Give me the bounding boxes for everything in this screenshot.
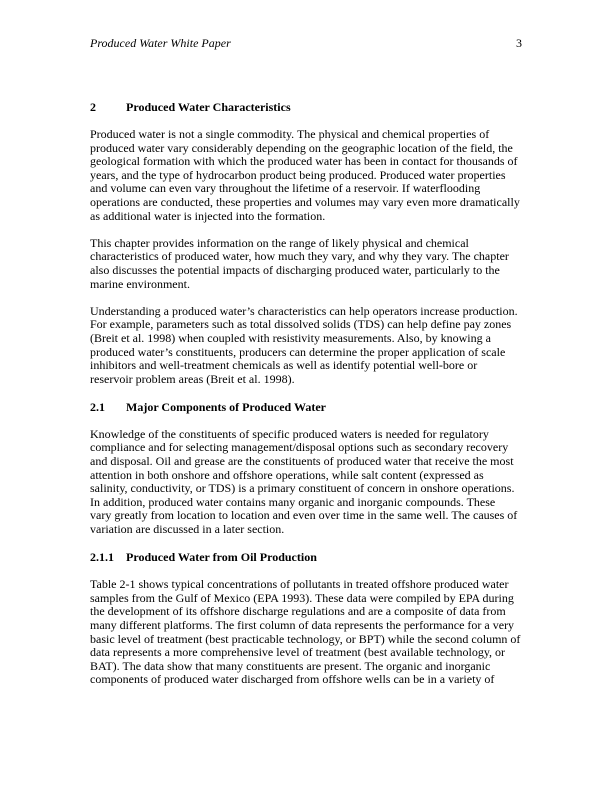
section-number: 2.1 (90, 399, 105, 414)
text-line: operations are conducted, these properties and volumes may vary even more dramatically (90, 194, 520, 209)
text-line: vary greatly from location to location and even over time in the same well. The causes of (90, 508, 518, 523)
text-line: as additional water is injected into the formation. (90, 208, 326, 223)
text-line: geological formation with which the produced water has been in contact for thousands of (90, 154, 518, 169)
text-line: For example, parameters such as total dissolved solids (TDS) can help define pay zones (90, 317, 512, 332)
paragraph (90, 128, 522, 223)
subsubsection-heading (90, 550, 522, 564)
text-line: also discusses the potential impacts of discharging produced water, particularly to the (90, 262, 500, 277)
paragraph (90, 237, 522, 291)
paragraph (90, 305, 522, 387)
section-number: 2 (90, 100, 96, 114)
text-line: produced water’s constituents, producers can determine the proper application of scale (90, 344, 506, 359)
text-line: Produced water is not a single commodity. The physical and chemical properties of (90, 127, 490, 141)
text-line: components of produced water discharged from offshore wells can be in a variety of (90, 672, 495, 687)
text-line: This chapter provides information on the range of likely physical and chemical (90, 235, 469, 250)
text-line: characteristics of produced water, how much they vary, and why they vary. The chapter (90, 249, 509, 264)
text-line: Understanding a produced water’s characteristics can help operators increase production. (90, 303, 518, 318)
text-line: the development of its offshore discharge regulations and are a composite of data from (90, 604, 506, 619)
document-title: Produced Water White Paper (90, 36, 231, 50)
text-line: attention in both onshore and offshore operations, while salt content (expressed as (90, 467, 484, 482)
text-line: Knowledge of the constituents of specific produced waters is needed for regulatory (90, 426, 489, 441)
text-line: Table 2-1 shows typical concentrations of pollutants in treated offshore produced water (90, 577, 509, 592)
text-line: inhibitors and well-treatment chemicals as well as identify potential well-bore or (90, 358, 478, 373)
page-body (90, 100, 522, 701)
section-title: Produced Water from Oil Production (126, 550, 317, 565)
text-line: basic level of treatment (best practicable technology, or BPT) while the second column of (90, 631, 521, 646)
text-line: many different platforms. The first column of data represents the performance for a very (90, 618, 515, 632)
text-line: reservoir problem areas (Breit et al. 1998). (90, 371, 295, 386)
text-line: In addition, produced water contains many organic and inorganic compounds. These (90, 494, 496, 509)
section-title: Major Components of Produced Water (126, 399, 326, 414)
subsection-heading (90, 400, 522, 414)
text-line: compliance and for selecting management/disposal options such as secondary recovery (90, 440, 509, 455)
text-line: marine environment. (90, 276, 190, 291)
text-line: and disposal. Oil and grease are the constituents of produced water that receive the most (90, 454, 514, 469)
paragraph (90, 428, 522, 537)
text-line: years, and the type of hydrocarbon product being produced. Produced water properties (90, 167, 506, 182)
text-line: produced water vary considerably depending on the geographic location of the field, the (90, 140, 513, 155)
text-line: BAT). The data show that many constituents are present. The organic and inorganic (90, 658, 491, 673)
text-line: and volume can even vary throughout the lifetime of a reservoir. If waterflooding (90, 181, 481, 196)
section-title: Produced Water Characteristics (126, 100, 291, 114)
paragraph (90, 578, 522, 687)
section-heading (90, 100, 522, 114)
text-line: (Breit et al. 1998) when coupled with resistivity measurements. Also, by knowing a (90, 330, 491, 345)
page-number: 3 (516, 36, 522, 50)
text-line: salinity, conductivity, or TDS) is a primary constituent of concern in onshore operations. (90, 481, 515, 496)
text-line: data represents a more comprehensive level of treatment (best available technology, or (90, 645, 506, 660)
section-number: 2.1.1 (90, 550, 114, 565)
running-header (90, 36, 522, 50)
text-line: samples from the Gulf of Mexico (EPA 1993). These data were compiled by EPA during (90, 590, 514, 605)
text-line: variation are discussed in a later section. (90, 522, 285, 537)
